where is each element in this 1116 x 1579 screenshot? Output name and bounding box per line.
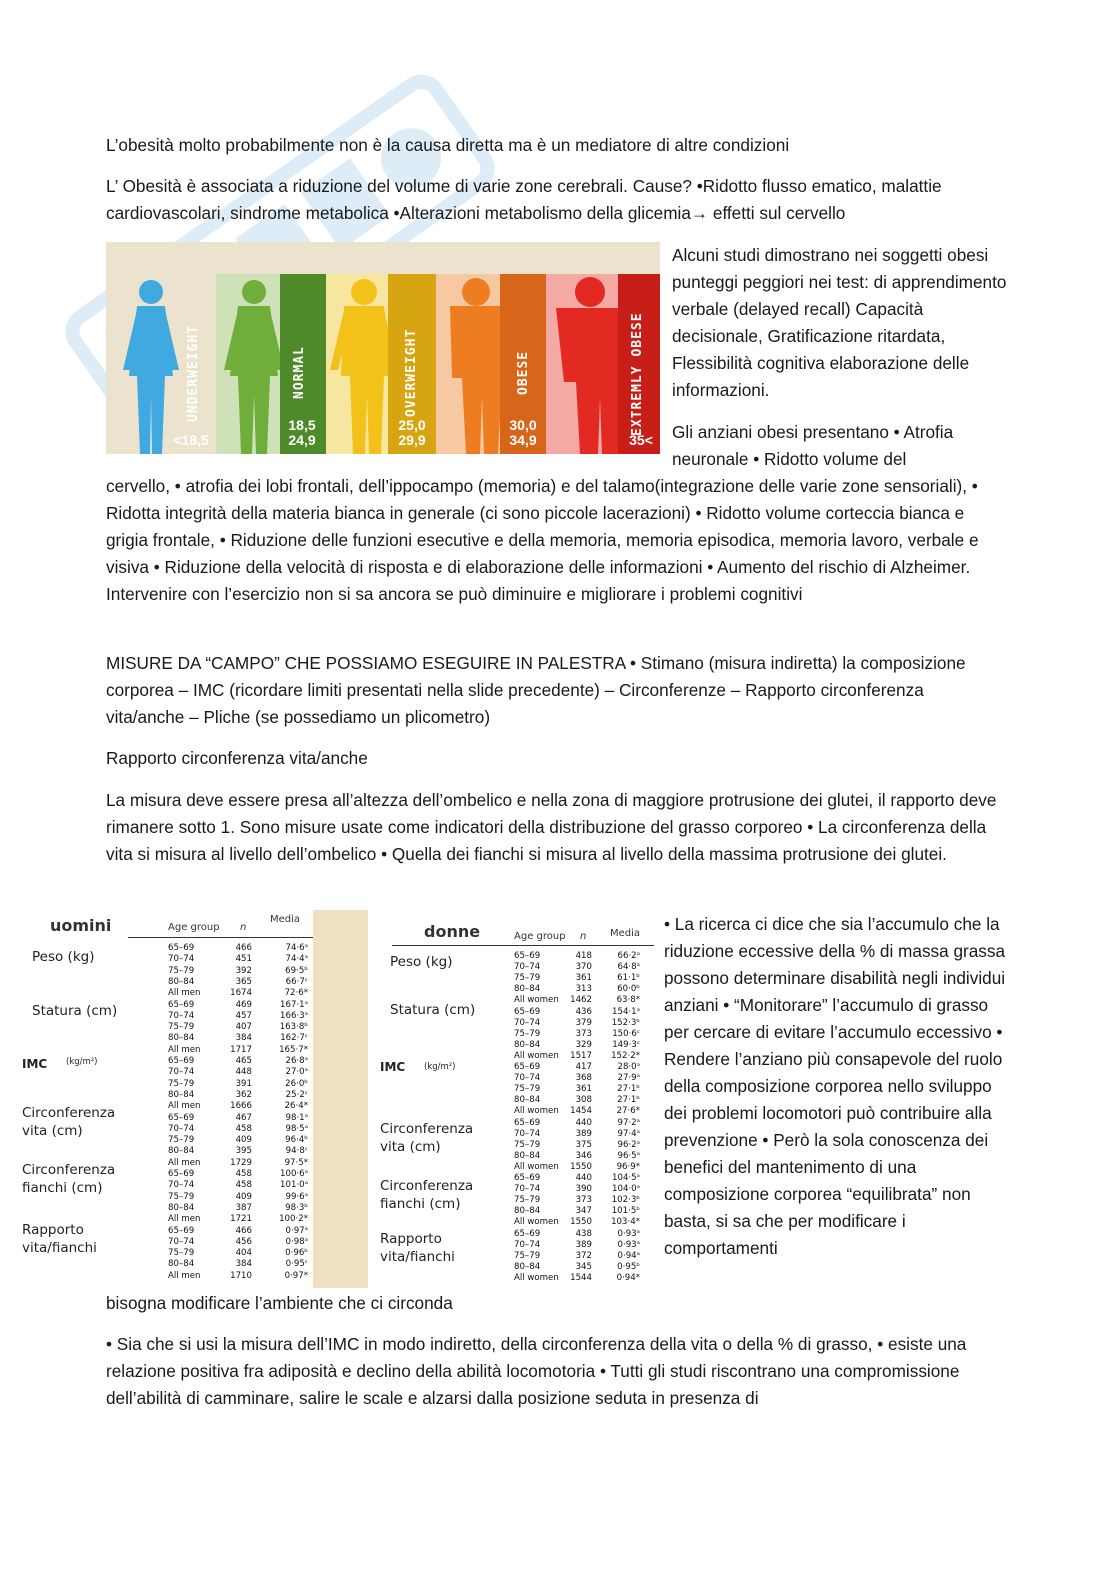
mean-cell: 100·6ᵃ [280, 1169, 308, 1179]
table-row [514, 1007, 642, 1018]
age-cell: 65–69 [168, 999, 195, 1010]
mean-cell: 96·5ᵃ [617, 1150, 640, 1161]
mean-cell: 101·0ᵃ [280, 1180, 308, 1191]
age-cell: All men [168, 1270, 201, 1281]
age-cell: 70–74 [514, 1128, 541, 1139]
mean-cell: 97·4ᵃ [617, 1128, 640, 1139]
age-cell: 65–69 [514, 1228, 541, 1239]
bmi-label-overweight: OVERWEIGHT [404, 328, 419, 418]
mean-cell: 0·94ᵃ [617, 1250, 640, 1261]
bmi-range-extremely-obese: 35< [629, 432, 653, 448]
n-cell: 440 [575, 1117, 592, 1128]
n-cell: 1550 [570, 1217, 592, 1228]
paragraph-research-body-composition: • La ricerca ci dice che sia l’accumulo che la riduzione eccessive della % di massa grassa possono determinare disabilità negli individui anziani • “Monitorare” l’accumulo di grasso per cercare di evitare l’accumulo eccessivo • Rendere l’anziano più consapevole del ruolo della composizione corporea nello sviluppo dei problemi locomotori può contribuire alla prevenzione • Però la sola conoscenza dei benefici del mantenimento di una composizione corporea “equilibrata” non basta, si sa che per modificare i comportamenti [664, 914, 1006, 1258]
table-row [514, 1084, 642, 1095]
age-cell: 70–74 [514, 1017, 541, 1028]
table-row [168, 954, 310, 965]
age-cell: 75–79 [168, 1078, 195, 1089]
mean-cell: 102·3ᵇ [611, 1195, 640, 1206]
mean-cell: 0·93ᵃ [617, 1228, 640, 1239]
bmi-categories-figure [106, 242, 660, 454]
n-cell: 370 [575, 962, 592, 973]
age-cell: All women [514, 995, 559, 1006]
n-cell: 409 [235, 1135, 252, 1146]
age-cell: 80–84 [514, 1261, 541, 1272]
mean-cell: 27·1ᵇ [617, 1095, 640, 1106]
table-men-group-hip: Circonferenza fianchi (cm) [22, 1162, 116, 1196]
n-cell: 404 [235, 1248, 252, 1259]
age-cell: 75–79 [514, 1084, 541, 1095]
n-cell: 361 [575, 973, 592, 984]
mean-cell: 0·97* [284, 1270, 308, 1281]
age-cell: All women [514, 1161, 559, 1172]
table-row [514, 1240, 642, 1251]
table-row [514, 1262, 642, 1273]
paragraph-obesity-mediator: L’obesità molto probabilmente non è la causa diretta ma è un mediatore di altre condizioni [106, 135, 790, 155]
table-row [168, 1259, 310, 1270]
age-cell: 80–84 [514, 984, 541, 995]
table-women [380, 916, 655, 1288]
bmi-range-obese: 30,0 34,9 [509, 417, 537, 448]
table-row [168, 1271, 310, 1282]
age-cell: 65–69 [514, 1006, 541, 1017]
age-cell: All men [168, 1214, 201, 1225]
table-row [514, 1184, 642, 1195]
age-cell: 80–84 [514, 1150, 541, 1161]
table-men-title: uomini [50, 916, 112, 935]
table-men-group-bmi: IMC [22, 1057, 48, 1071]
mean-cell: 154·1ᵃ [612, 1006, 640, 1017]
mean-cell: 26·0ᵇ [285, 1078, 308, 1089]
table-row [168, 988, 310, 999]
age-cell: 65–69 [514, 1173, 541, 1183]
table-row [168, 1011, 310, 1022]
mean-cell: 152·2* [611, 1050, 640, 1061]
age-cell: 80–84 [514, 1206, 541, 1217]
table-women-group-weight: Peso (kg) [390, 954, 453, 970]
n-cell: 1544 [570, 1272, 592, 1283]
table-row [168, 1101, 310, 1112]
mean-cell: 104·0ᵃ [612, 1184, 640, 1195]
age-cell: 80–84 [168, 976, 195, 987]
age-cell: All women [514, 1106, 559, 1117]
mean-cell: 66·2ᵃ [617, 951, 640, 961]
bmi-range-normal: 18,5 24,9 [288, 417, 316, 448]
table-row [514, 984, 642, 995]
table-men-header-mean: Media [270, 914, 301, 925]
n-cell: 466 [235, 943, 252, 953]
n-cell: 469 [235, 999, 252, 1010]
bmi-label-normal: NORMAL [292, 346, 307, 400]
mean-cell: 104·5ᵃ [612, 1173, 640, 1183]
age-cell: 70–74 [514, 962, 541, 973]
n-cell: 467 [235, 1112, 252, 1123]
n-cell: 458 [235, 1180, 252, 1191]
n-cell: 465 [235, 1056, 252, 1066]
mean-cell: 74·4ᵃ [285, 954, 308, 965]
mean-cell: 167·1ᵃ [280, 999, 308, 1010]
table-row [514, 1106, 642, 1117]
mean-cell: 149·3ᶜ [612, 1039, 640, 1050]
table-row [514, 1173, 642, 1184]
table-row [514, 1151, 642, 1162]
n-cell: 346 [575, 1150, 592, 1161]
table-row [168, 1158, 310, 1169]
n-cell: 391 [235, 1078, 252, 1089]
age-cell: All women [514, 1272, 559, 1283]
paragraph-field-measures: MISURE DA “CAMPO” CHE POSSIAMO ESEGUIRE IN PALESTRA • Stimano (misura indiretta) la composizione corporea – IMC (ricordare limiti presentati nella slide precedente) – Circonferenze – Rapporto circonferenza vita/anche – Pliche (se possediamo un plicometro) [106, 653, 966, 727]
n-cell: 1717 [230, 1044, 252, 1055]
age-cell: 80–84 [514, 1039, 541, 1050]
n-cell: 457 [235, 1010, 252, 1021]
n-cell: 1674 [230, 988, 252, 999]
mean-cell: 28·0ᵃ [617, 1062, 640, 1072]
n-cell: 373 [575, 1028, 592, 1039]
age-cell: 70–74 [168, 954, 195, 965]
n-cell: 362 [235, 1089, 252, 1100]
mean-cell: 101·5ᵇ [611, 1206, 640, 1217]
n-cell: 375 [575, 1139, 592, 1150]
table-men-header-age: Age group [168, 922, 220, 933]
mean-cell: 150·6ᶜ [612, 1028, 640, 1039]
table-row [168, 1067, 310, 1078]
mean-cell: 98·1ᵃ [285, 1112, 308, 1123]
table-men-group-waist: Circonferenza vita (cm) [22, 1105, 116, 1139]
table-row [168, 1113, 310, 1124]
mean-cell: 72·6* [284, 988, 308, 999]
table-row [514, 1051, 642, 1062]
table-row [514, 1095, 642, 1106]
mean-cell: 100·2* [279, 1214, 308, 1225]
table-row [514, 951, 642, 962]
n-cell: 361 [575, 1084, 592, 1095]
table-women-group-bmi-unit: (kg/m²) [424, 1062, 456, 1072]
mean-cell: 0·95ᶜ [285, 1259, 308, 1270]
table-row [514, 1118, 642, 1129]
n-cell: 384 [235, 1033, 252, 1044]
age-cell: 65–69 [168, 1225, 195, 1236]
n-cell: 1710 [230, 1270, 252, 1281]
age-cell: 75–79 [514, 1250, 541, 1261]
age-cell: 70–74 [168, 1010, 195, 1021]
n-cell: 409 [235, 1191, 252, 1202]
n-cell: 407 [235, 1022, 252, 1033]
age-cell: 70–74 [514, 1073, 541, 1084]
table-women-group-hip: Circonferenza fianchi (cm) [380, 1178, 474, 1212]
n-cell: 389 [575, 1128, 592, 1139]
table-row [514, 962, 642, 973]
age-cell: 75–79 [168, 1135, 195, 1146]
table-row [514, 1195, 642, 1206]
age-cell: 65–69 [514, 1117, 541, 1128]
mean-cell: 98·3ᵇ [285, 1202, 308, 1213]
n-cell: 448 [235, 1067, 252, 1078]
mean-cell: 166·3ᵃ [280, 1010, 308, 1021]
age-cell: 75–79 [514, 1195, 541, 1206]
n-cell: 365 [235, 976, 252, 987]
table-men-header-n: n [240, 922, 247, 933]
age-cell: 75–79 [514, 973, 541, 984]
table-men-group-weight: Peso (kg) [32, 949, 95, 965]
table-row [168, 1248, 310, 1259]
table-men-group-ratio: Rapporto vita/fianchi [22, 1222, 97, 1256]
table-row [168, 1000, 310, 1011]
n-cell: 384 [235, 1259, 252, 1270]
age-cell: 65–69 [168, 943, 195, 953]
table-row [514, 1029, 642, 1040]
mean-cell: 66·7ᶜ [285, 976, 308, 987]
mean-cell: 97·2ᵃ [617, 1117, 640, 1128]
table-row [168, 966, 310, 977]
table-men-group-height: Statura (cm) [32, 1003, 118, 1019]
age-cell: 75–79 [168, 1248, 195, 1259]
table-men-shade [313, 910, 368, 1288]
table-row [168, 1192, 310, 1203]
n-cell: 438 [575, 1228, 592, 1239]
n-cell: 1550 [570, 1161, 592, 1172]
n-cell: 436 [575, 1006, 592, 1017]
n-cell: 313 [575, 984, 592, 995]
n-cell: 1454 [570, 1106, 592, 1117]
table-row [168, 1135, 310, 1146]
table-women-title: donne [424, 922, 481, 941]
table-row [514, 1040, 642, 1051]
mean-cell: 63·8* [616, 995, 640, 1006]
n-cell: 392 [235, 965, 252, 976]
mean-cell: 27·1ᵇ [617, 1084, 640, 1095]
mean-cell: 60·0ᵇ [617, 984, 640, 995]
mean-cell: 163·8ᵇ [279, 1022, 308, 1033]
paragraph-elderly-obese-effects: cervello, • atrofia dei lobi frontali, dell’ippocampo (memoria) e del talamo(integrazione delle varie zone sensoriali), • Ridotta integrità della materia bianca in generale (ci sono piccole lacerazioni) • Ridotto volume corteccia bianca e grigia frontale, • Riduzione delle funzioni esecutive e della memoria, memoria episodica, memoria lavoro, verbale e visiva • Riduzione della velocità di risposta e di elaborazione delle informazioni • Aumento del rischio di Alzheimer. Intervenire con l’esercizio non si sa ancora se può diminuire e migliorare i problemi cognitivi [106, 476, 979, 604]
mean-cell: 0·93ᵃ [617, 1239, 640, 1250]
age-cell: 65–69 [514, 1062, 541, 1072]
n-cell: 466 [235, 1225, 252, 1236]
bmi-band-obese [436, 274, 546, 454]
table-row [514, 995, 642, 1006]
table-row [168, 1214, 310, 1225]
n-cell: 440 [575, 1173, 592, 1183]
mean-cell: 165·7* [279, 1044, 308, 1055]
table-row [168, 1226, 310, 1237]
table-women-header-n: n [580, 931, 587, 942]
mean-cell: 0·96ᵇ [285, 1248, 308, 1259]
paragraph-ratio-heading: Rapporto circonferenza vita/anche [106, 748, 368, 768]
age-cell: All men [168, 1044, 201, 1055]
n-cell: 379 [575, 1017, 592, 1028]
table-row [168, 1079, 310, 1090]
mean-cell: 96·2ᵃ [617, 1139, 640, 1150]
n-cell: 308 [575, 1095, 592, 1106]
n-cell: 387 [235, 1202, 252, 1213]
age-cell: 75–79 [168, 965, 195, 976]
table-row [168, 943, 310, 954]
bmi-range-underweight: <18,5 [173, 432, 209, 448]
age-cell: 65–69 [168, 1169, 195, 1179]
age-cell: 70–74 [168, 1180, 195, 1191]
n-cell: 418 [575, 951, 592, 961]
age-cell: 65–69 [168, 1056, 195, 1066]
n-cell: 372 [575, 1250, 592, 1261]
table-women-header-age: Age group [514, 931, 566, 942]
table-row [514, 973, 642, 984]
mean-cell: 26·4* [284, 1101, 308, 1112]
table-men [8, 910, 313, 1288]
bmi-band-overweight [326, 274, 436, 454]
table-women-group-height: Statura (cm) [390, 1002, 476, 1018]
age-cell: 80–84 [168, 1033, 195, 1044]
age-cell: All men [168, 1157, 201, 1168]
mean-cell: 99·6ᵃ [285, 1191, 308, 1202]
mean-cell: 94·8ᶜ [285, 1146, 308, 1157]
bmi-label-underweight: UNDERWEIGHT [186, 324, 201, 422]
age-cell: All men [168, 988, 201, 999]
mean-cell: 162·7ᶜ [280, 1033, 308, 1044]
bmi-band-extremely-obese [546, 274, 660, 454]
bmi-label-extremely-obese: EXTREMLY OBESE [630, 312, 645, 436]
table-row [168, 1180, 310, 1191]
n-cell: 395 [235, 1146, 252, 1157]
mean-cell: 25·2ᶜ [285, 1089, 308, 1100]
paragraph-adiposity-locomotion: • Sia che si usi la misura dell’IMC in modo indiretto, della circonferenza della vita o della % di grasso, • esiste una relazione positiva fra adiposità e declino della abilità locomotoria • Tutti gli studi riscontrano una compromissione dell’abilità di camminare, salire le scale e alzarsi dalla posizione seduta in presenza di [106, 1334, 967, 1408]
bmi-range-overweight: 25,0 29,9 [398, 417, 426, 448]
age-cell: 65–69 [168, 1112, 195, 1123]
n-cell: 373 [575, 1195, 592, 1206]
table-row [514, 1217, 642, 1228]
paragraph-brain-volume: L’ Obesità è associata a riduzione del volume di varie zone cerebrali. Cause? •Ridotto flusso ematico, malattie cardiovascolari, sindrome metabolica •Alterazioni metabolismo della glicemia→ effetti sul cervello [106, 176, 942, 223]
table-row [514, 1273, 642, 1284]
table-row [168, 1237, 310, 1248]
table-men-rule [128, 937, 313, 938]
n-cell: 451 [235, 954, 252, 965]
age-cell: All women [514, 1217, 559, 1228]
age-cell: 80–84 [514, 1095, 541, 1106]
table-row [514, 1251, 642, 1262]
table-row [168, 1146, 310, 1157]
table-row [168, 1124, 310, 1135]
age-cell: 80–84 [168, 1089, 195, 1100]
n-cell: 417 [575, 1062, 592, 1072]
mean-cell: 0·97ᵃ [285, 1225, 308, 1236]
age-cell: 75–79 [514, 1139, 541, 1150]
mean-cell: 74·6ᵃ [285, 943, 308, 953]
n-cell: 458 [235, 1123, 252, 1134]
table-row [514, 1140, 642, 1151]
table-row [168, 1169, 310, 1180]
age-cell: 70–74 [168, 1123, 195, 1134]
mean-cell: 0·98ᵃ [285, 1236, 308, 1247]
age-cell: 75–79 [514, 1028, 541, 1039]
mean-cell: 96·4ᵇ [285, 1135, 308, 1146]
n-cell: 347 [575, 1206, 592, 1217]
table-row [168, 1056, 310, 1067]
mean-cell: 97·5* [284, 1157, 308, 1168]
table-row [514, 1162, 642, 1173]
table-row [514, 1129, 642, 1140]
table-women-group-ratio: Rapporto vita/fianchi [380, 1231, 455, 1265]
mean-cell: 27·6* [616, 1106, 640, 1117]
age-cell: 65–69 [514, 951, 541, 961]
table-row [514, 1229, 642, 1240]
table-women-rule [392, 945, 654, 946]
mean-cell: 152·3ᵇ [611, 1017, 640, 1028]
age-cell: 75–79 [168, 1191, 195, 1202]
paragraph-elderly-obese-intro: Gli anziani obesi presentano • Atrofia neuronale • Ridotto volume del [672, 422, 954, 469]
mean-cell: 0·95ᵇ [617, 1261, 640, 1272]
n-cell: 1666 [230, 1101, 252, 1112]
table-row [168, 1090, 310, 1101]
table-row [514, 1073, 642, 1084]
paragraph-ratio-description: La misura deve essere presa all’altezza dell’ombelico e nella zona di maggiore protrusione dei glutei, il rapporto deve rimanere sotto 1. Sono misure usate come indicatori della distribuzione del grasso corporeo • La circonferenza della vita si misura al livello dell’ombelico • Quella dei fianchi si misura al livello della massima protrusione dei glutei. [106, 790, 997, 864]
mean-cell: 96·9* [616, 1161, 640, 1172]
mean-cell: 26·8ᵃ [285, 1056, 308, 1066]
table-row [514, 1018, 642, 1029]
age-cell: All men [168, 1101, 201, 1112]
mean-cell: 103·4* [611, 1217, 640, 1228]
table-row [168, 1203, 310, 1214]
mean-cell: 0·94* [616, 1272, 640, 1283]
mean-cell: 69·5ᵇ [285, 965, 308, 976]
n-cell: 389 [575, 1239, 592, 1250]
n-cell: 1517 [570, 1050, 592, 1061]
table-row [168, 977, 310, 988]
table-row [168, 1045, 310, 1056]
n-cell: 390 [575, 1184, 592, 1195]
age-cell: All women [514, 1050, 559, 1061]
n-cell: 458 [235, 1169, 252, 1179]
age-cell: 75–79 [168, 1022, 195, 1033]
n-cell: 1721 [230, 1214, 252, 1225]
table-women-header-mean: Media [610, 928, 641, 939]
n-cell: 1462 [570, 995, 592, 1006]
mean-cell: 27·9ᵃ [617, 1073, 640, 1084]
n-cell: 368 [575, 1073, 592, 1084]
table-row [168, 1033, 310, 1044]
age-cell: 80–84 [168, 1202, 195, 1213]
bmi-band-underweight [106, 274, 216, 454]
table-row [168, 1022, 310, 1033]
mean-cell: 64·8ᵃ [617, 962, 640, 973]
n-cell: 345 [575, 1261, 592, 1272]
mean-cell: 61·1ᵇ [617, 973, 640, 984]
bmi-band-normal [216, 274, 326, 454]
bmi-label-obese: OBESE [516, 350, 531, 396]
table-row [514, 1062, 642, 1073]
table-men-group-bmi-unit: (kg/m²) [66, 1057, 98, 1067]
age-cell: 80–84 [168, 1259, 195, 1270]
table-row [514, 1206, 642, 1217]
age-cell: 70–74 [514, 1184, 541, 1195]
n-cell: 1729 [230, 1157, 252, 1168]
age-cell: 80–84 [168, 1146, 195, 1157]
paragraph-cognitive-tests: Alcuni studi dimostrano nei soggetti obesi punteggi peggiori nei test: di apprendimento verbale (delayed recall) Capacità decisionale, Gratificazione ritardata, Flessibilità cognitiva elaborazione delle informazioni. [672, 245, 1007, 400]
age-cell: 70–74 [168, 1067, 195, 1078]
age-cell: 70–74 [168, 1236, 195, 1247]
n-cell: 329 [575, 1039, 592, 1050]
age-cell: 70–74 [514, 1239, 541, 1250]
paragraph-environment: bisogna modificare l’ambiente che ci circonda [106, 1293, 453, 1313]
n-cell: 456 [235, 1236, 252, 1247]
mean-cell: 27·0ᵃ [285, 1067, 308, 1078]
table-women-group-waist: Circonferenza vita (cm) [380, 1121, 474, 1155]
mean-cell: 98·5ᵃ [285, 1123, 308, 1134]
table-women-group-bmi: IMC [380, 1060, 406, 1074]
